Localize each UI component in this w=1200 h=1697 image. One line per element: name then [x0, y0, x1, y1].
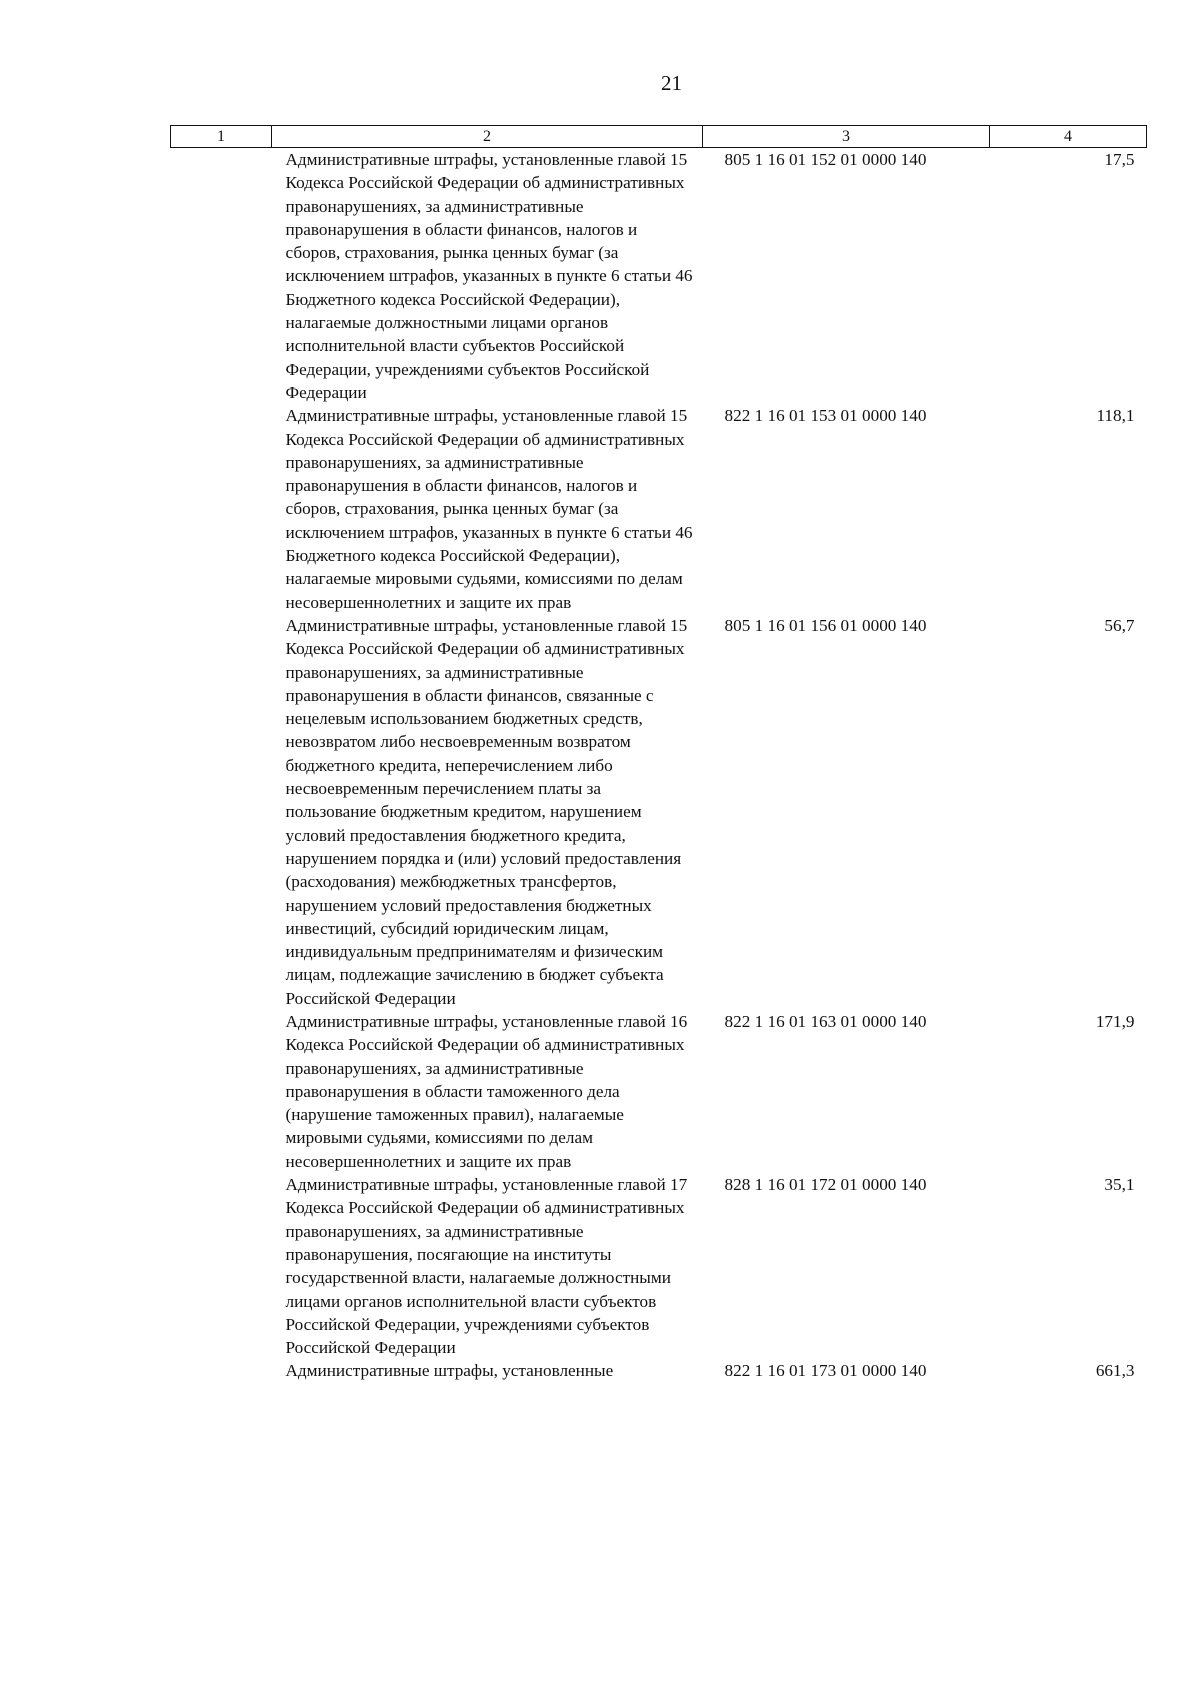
revenue-description: Административные штрафы, установленные главой 15 Кодекса Российской Федерации об административных правонарушениях, за административные правонарушения в области финансов, налогов и сборов, страхования, рынка ценных бумаг (за исключением штрафов, указанных в пункте 6 статьи 46 Бюджетного кодекса Российской Федерации), налагаемые должностными лицами органов исполнительной власти субъектов Российской Федерации, учреждениями субъектов Российской Федерации [285, 150, 693, 402]
revenue-amount: 661,3 [1095, 1361, 1135, 1381]
row-number-cell [171, 614, 272, 1010]
column-header-1: 1 [171, 126, 272, 148]
row-number-cell [171, 148, 272, 405]
table-row [171, 404, 1147, 614]
revenue-amount: 56,7 [1104, 615, 1135, 635]
budget-classification-code: 805 1 16 01 156 01 0000 140 [724, 615, 927, 635]
table-row [171, 1359, 1147, 1382]
column-header-2: 2 [272, 126, 703, 148]
budget-revenue-table [170, 125, 1147, 1383]
revenue-description: Административные штрафы, установленные [285, 1361, 614, 1381]
budget-classification-code: 822 1 16 01 173 01 0000 140 [724, 1361, 927, 1381]
revenue-description: Административные штрафы, установленные главой 15 Кодекса Российской Федерации об административных правонарушениях, за административные правонарушения в области финансов, налогов и сборов, страхования, рынка ценных бумаг (за исключением штрафов, указанных в пункте 6 статьи 46 Бюджетного кодекса Российской Федерации), налагаемые мировыми судьями, комиссиями по делам несовершеннолетних и защите их прав [285, 406, 693, 612]
revenue-amount: 17,5 [1104, 150, 1135, 169]
table-row [171, 1173, 1147, 1359]
revenue-amount: 171,9 [1095, 1011, 1135, 1031]
revenue-amount: 35,1 [1104, 1175, 1135, 1195]
table-row [171, 148, 1147, 405]
revenue-amount: 118,1 [1096, 406, 1135, 426]
budget-classification-code: 822 1 16 01 163 01 0000 140 [724, 1011, 927, 1031]
budget-classification-code: 805 1 16 01 152 01 0000 140 [724, 150, 927, 169]
row-number-cell [171, 1010, 272, 1173]
table-row [171, 1010, 1147, 1173]
column-header-4: 4 [990, 126, 1147, 148]
page-number: 21 [661, 71, 682, 95]
row-number-cell [171, 1359, 272, 1382]
budget-classification-code: 822 1 16 01 153 01 0000 140 [724, 406, 927, 426]
revenue-description: Административные штрафы, установленные главой 17 Кодекса Российской Федерации об административных правонарушениях, за административные правонарушения, посягающие на институты государственной власти, налагаемые должностными лицами органов исполнительной власти субъектов Российской Федерации, учреждениями субъектов Российской Федерации [285, 1175, 688, 1358]
row-number-cell [171, 1173, 272, 1359]
revenue-description: Административные штрафы, установленные главой 15 Кодекса Российской Федерации об административных правонарушениях, за административные правонарушения в области финансов, связанные с нецелевым использованием бюджетных средств, невозвратом либо несвоевременным возвратом бюджетного кредита, неперечислением либо несвоевременным перечислением платы за пользование бюджетным кредитом, нарушением условий предоставления бюджетного кредита, нарушением порядка и (или) условий предоставления (расходования) межбюджетных трансфертов, нарушением условий предоставления бюджетных инвестиций, субсидий юридическим лицам, индивидуальным предпринимателям и физическим лицам, подлежащие зачислению в бюджет субъекта Российской Федерации [285, 615, 688, 1008]
table-header-row [171, 126, 1147, 148]
revenue-description: Административные штрафы, установленные главой 16 Кодекса Российской Федерации об административных правонарушениях, за административные правонарушения в области таможенного дела (нарушение таможенных правил), налагаемые мировыми судьями, комиссиями по делам несовершеннолетних и защите их прав [285, 1011, 688, 1171]
table-row [171, 614, 1147, 1010]
budget-classification-code: 828 1 16 01 172 01 0000 140 [724, 1175, 927, 1195]
column-header-3: 3 [703, 126, 990, 148]
row-number-cell [171, 404, 272, 614]
